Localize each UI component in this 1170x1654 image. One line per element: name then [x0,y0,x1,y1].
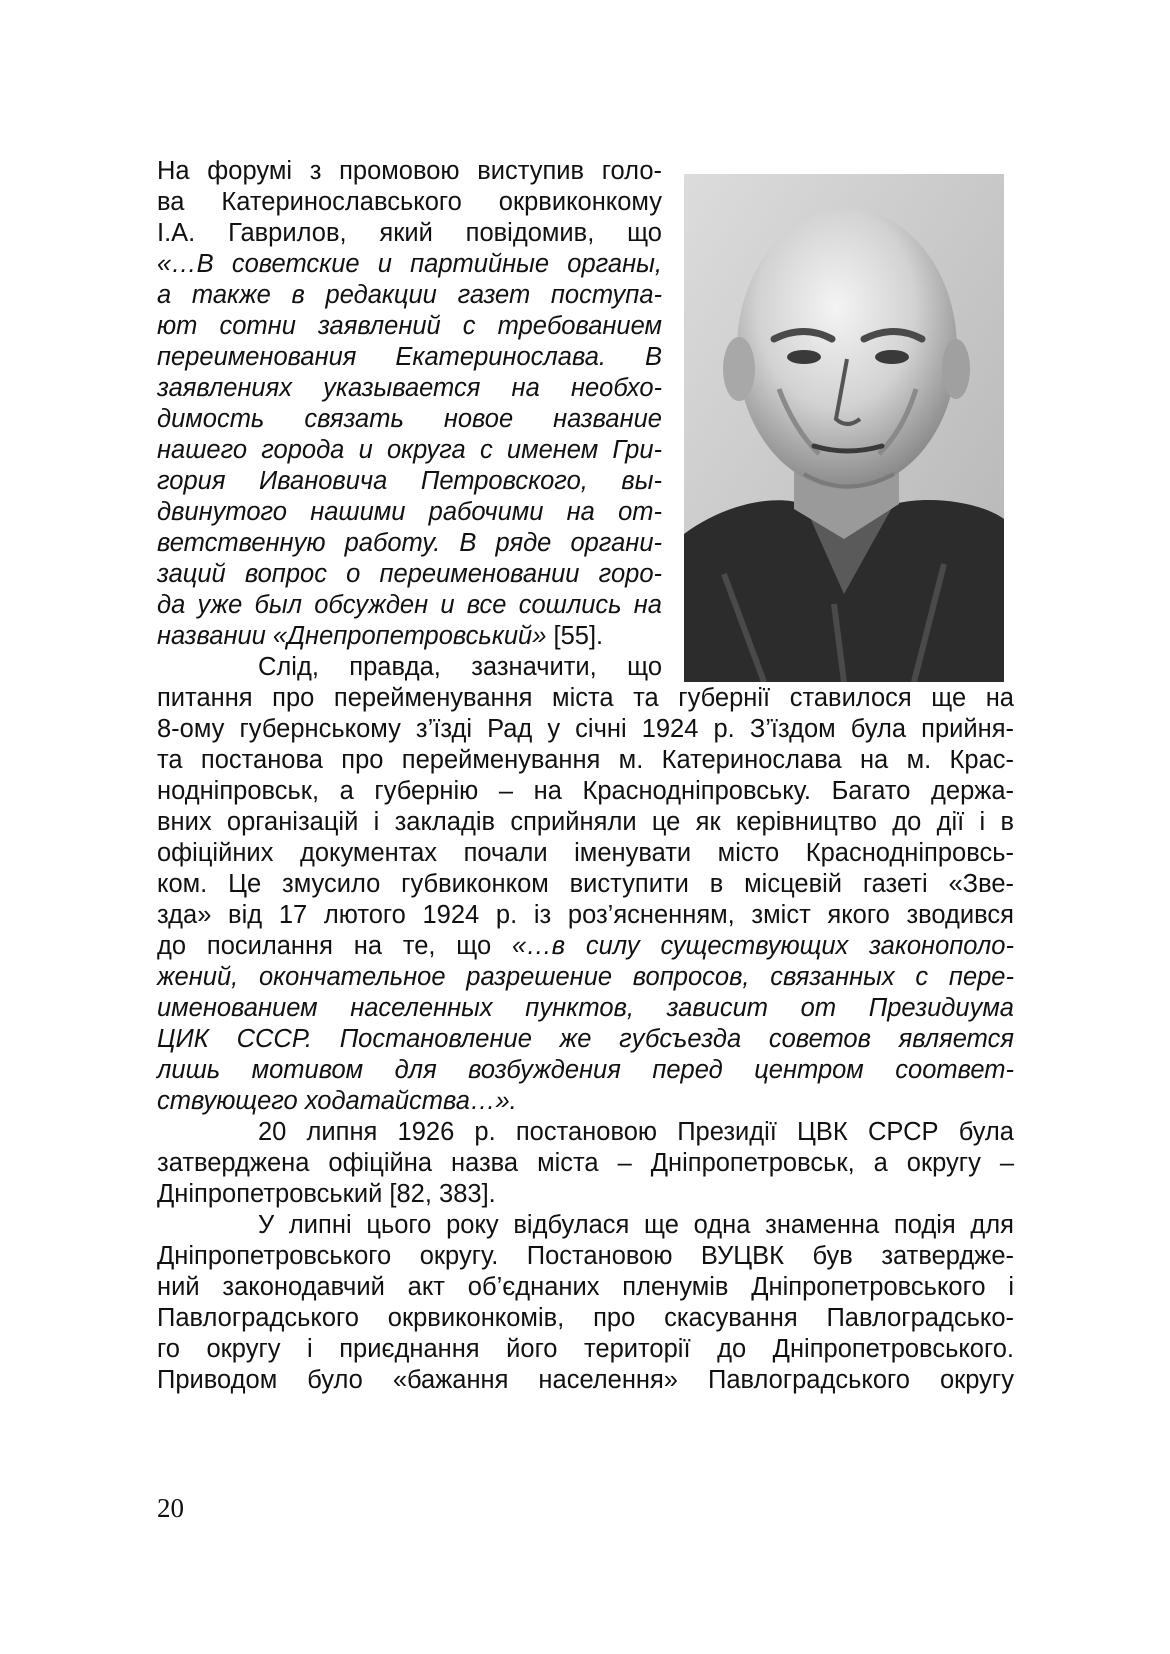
quote-line: двинутого нашими рабочими на от- [157,498,662,526]
quote-line: димость связать новое название [157,405,662,433]
quote-line: переименования Екатеринослава. В [157,343,662,371]
quote-line: заций вопрос о переименовании горо- [157,560,662,588]
text-line: ва Катеринославського окрвиконкому [157,188,662,216]
text-line: Слід, правда, зазначити, що [258,653,662,681]
quote-line: заявлениях указывается на необхо- [157,374,662,402]
portrait-photo [684,174,1004,682]
text-line [157,930,1014,962]
quote-line-final [157,620,662,652]
quote-line: гория Ивановича Петровского, вы- [157,467,662,495]
quote-text: «…в силу существующих законополо- [512,932,1014,960]
quote-text: названии «Днепропетровський» [157,622,547,650]
text-span: до посилання на те, що [157,932,513,960]
text-line: І.А. Гаврилов, який повідомив, що [157,219,662,247]
quote-line: да уже был обсужден и все сошлись на [157,591,662,619]
page-number: 20 [157,1493,184,1523]
text-line: нодніпровськ, а губернію – на Краснодніпровську. Багато держа- [157,777,1014,805]
text-line: На форумі з промовою виступив голо- [157,157,662,185]
text-line: офіційних документах почали іменувати місто Краснодніпровсь- [157,839,1014,867]
text-line: ком. Це змусило губвиконком виступити в місцевій газеті «Зве- [157,870,1014,898]
text-line: Приводом було «бажання населення» Павлоградського округу [157,1366,1014,1394]
reference: [55]. [546,622,604,650]
quote-line: ствующего ходатайства…». [157,1087,517,1115]
text-line: питання про перейменування міста та губернії ставилося ще на [157,684,1014,712]
text-line: го округу і приєднання його території до Дніпропетровського. [157,1335,1014,1363]
quote-line: лишь мотивом для возбуждения перед центром соответ- [157,1056,1014,1084]
portrait-drawing [684,174,1004,682]
text-line: зда» від 17 лютого 1924 р. із роз’ясненням, зміст якого зводився [157,901,1014,929]
quote-line: нашего города и округа с именем Гри- [157,436,662,464]
quote-line: ветственную работу. В ряде органи- [157,529,662,557]
text-line: ний законодавчий акт об’єднаних пленумів Дніпропетровського і [157,1273,1014,1301]
quote-line: а также в редакции газет поступа- [157,281,662,309]
text-line: 20 липня 1926 р. постановою Президії ЦВК СРСР була [258,1118,1014,1146]
quote-line: жений, окончательное разрешение вопросов, связанных с пере- [157,963,1014,991]
text-line: У липні цього року відбулася ще одна знаменна подія для [258,1211,1014,1239]
text-line: Дніпропетровського округу. Постановою ВУЦВК був затвердже- [157,1242,1014,1270]
text-line: затверджена офіційна назва міста – Дніпропетровськ, а округу – [157,1149,1014,1177]
quote-line: именованием населенных пунктов, зависит от Президиума [157,994,1014,1022]
text-line: вних організацій і закладів сприйняли це як керівництво до дії і в [157,808,1014,836]
text-line: Павлоградського окрвиконкомів, про скасування Павлоградсько- [157,1304,1014,1332]
text-line: 8-ому губернському з’їзді Рад у січні 1924 р. З’їздом була прийня- [157,715,1014,743]
text-line: та постанова про перейменування м. Катеринослава на м. Крас- [157,746,1014,774]
quote-line: ЦИК СССР. Постановление же губсъезда советов является [157,1025,1014,1053]
text-line: Дніпропетровський [82, 383]. [157,1180,496,1208]
quote-line: «…В советские и партийные органы, [157,250,662,278]
quote-line: ют сотни заявлений с требованием [157,312,662,340]
